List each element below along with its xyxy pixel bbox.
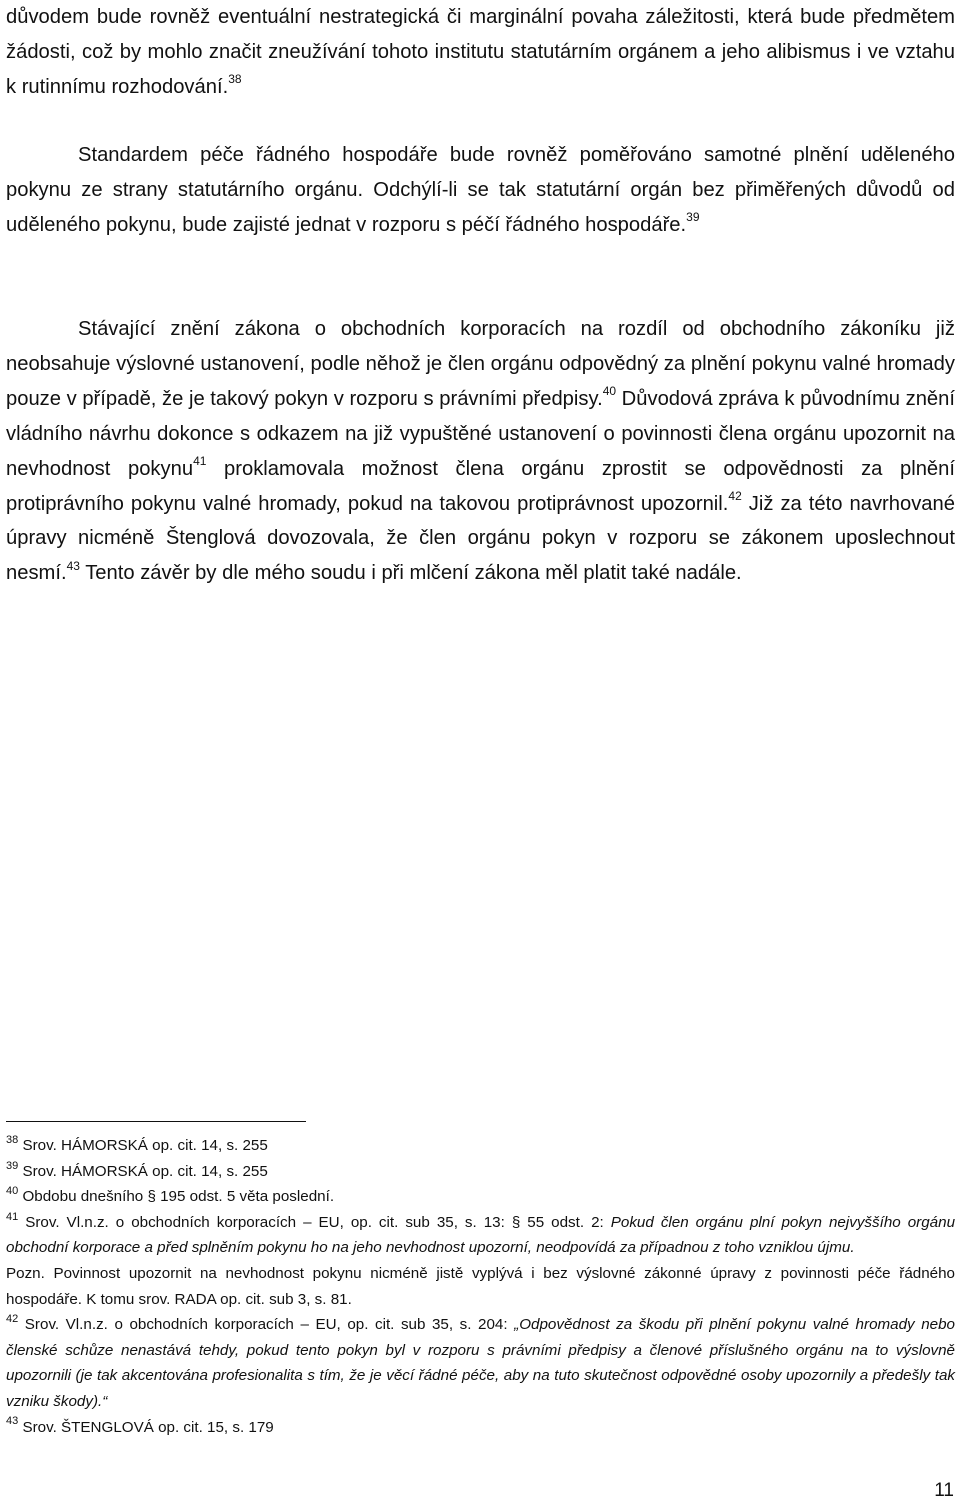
quoted-text: Pokud člen orgánu plní pokyn nejvyššího orgánu obchodní korporace a před splněním pokynu ho na jeho nevhodnost upozorní, neodpovídá za případnou z toho vzniklou újmu. xyxy=(6,1213,956,1257)
body-paragraph-1 xyxy=(6,0,955,105)
footnote-number: 38 xyxy=(6,1133,19,1146)
text-run: Srov. ŠTENGLOVÁ op. cit. 15, s. 179 xyxy=(18,1418,274,1436)
text-run: Již za této navrhované úpravy nicméně Štenglová dovozovala, že člen orgánu pokyn v rozporu se zákonem uposlechnout nesmí. xyxy=(6,492,955,585)
text-run: Obdobu dnešního § 195 odst. 5 věta poslední. xyxy=(18,1188,335,1206)
footnote-reference: 38 xyxy=(228,72,242,87)
text-run: Tento závěr by dle mého soudu i při mlčení zákona měl platit také nadále. xyxy=(79,562,742,585)
page-number: 11 xyxy=(934,1480,954,1501)
footnote xyxy=(6,1184,955,1210)
text-run: proklamovala možnost člena orgánu zprostit se odpovědnosti za plnění protiprávního pokynu valné hromady, pokud na takovou protiprávnost upozornil. xyxy=(6,457,955,515)
footnote-number: 42 xyxy=(6,1313,19,1326)
footnote-reference: 43 xyxy=(66,558,80,573)
text-run: Důvodová zpráva k původnímu znění vládního návrhu dokonce s odkazem na již vypuštěné ustanovení o povinnosti člena orgánu upozornit na nevhodnost pokynu xyxy=(6,387,955,480)
footnote-separator xyxy=(6,1121,306,1122)
footnote-reference: 41 xyxy=(193,453,207,468)
footnote-number: 41 xyxy=(6,1210,19,1223)
text-run: Stávající znění zákona o obchodních korporacích na rozdíl od obchodního zákoníku již neobsahuje výslovné ustanovení, podle něhož je člen orgánu odpovědný za plnění pokynu valné hromady pouze v případě, že je takový pokyn v rozporu s právními předpisy. xyxy=(6,318,955,410)
footnote xyxy=(6,1415,955,1441)
footnote xyxy=(6,1261,955,1312)
footnote-number: 40 xyxy=(6,1185,19,1198)
text-run: Srov. HÁMORSKÁ op. cit. 14, s. 255 xyxy=(18,1137,268,1154)
footnote-reference: 40 xyxy=(602,384,617,399)
text-run: Srov. Vl.n.z. o obchodních korporacích – EU, op. cit. sub 35, s. 13: § 55 odst. 2: xyxy=(18,1213,611,1231)
body-paragraph-3 xyxy=(6,312,955,591)
footnote xyxy=(6,1210,955,1261)
footnote xyxy=(6,1133,955,1159)
text-run: Srov. Vl.n.z. o obchodních korporacích – EU, op. cit. sub 35, s. 204: xyxy=(18,1316,515,1334)
footnote xyxy=(6,1312,955,1414)
footnote-reference: 39 xyxy=(686,210,700,225)
text-run: Standardem péče řádného hospodáře bude rovněž poměřováno samotné plnění uděleného pokynu ze strany statutárního orgánu. Odchýlí-li se tak statutární orgán bez přiměřených důvodů od uděleného pokynu, bude zajisté jednat v rozporu s péčí řádného hospodáře. xyxy=(6,144,955,236)
footnote-number: 39 xyxy=(6,1159,19,1172)
footnote-number: 43 xyxy=(6,1415,19,1428)
text-run: důvodem bude rovněž eventuální nestrategická či marginální povaha záležitosti, která bude předmětem žádosti, což by mohlo značit zneužívání tohoto institutu statutárním orgánem a jeho alibismus i ve vztahu k rutinnímu rozhodování. xyxy=(6,6,955,98)
footnotes-section xyxy=(6,1133,955,1440)
footnote xyxy=(6,1159,955,1185)
footnote-reference: 42 xyxy=(728,488,742,503)
body-paragraph-2 xyxy=(6,138,955,243)
quoted-text: „Odpovědnost za škodu při plnění pokynu valné hromady nebo členské schůze nenastává tehdy, pokud tento pokyn byl v rozporu s právními předpisy a členové příslušného orgánu na to výslovně upozornili (je tak akcentována profesionalita s tím, že je věcí řádné péče, aby na tuto skutečnost odpovědné osoby upozornily a předešly tak vzniku škody).“ xyxy=(6,1316,955,1410)
text-run: Pozn. Povinnost upozornit na nevhodnost pokynu nicméně jistě vyplývá i bez výslovné zákonné úpravy z povinnosti péče řádného hospodáře. K tomu srov. RADA op. cit. sub 3, s. 81. xyxy=(6,1264,955,1308)
text-run: Srov. HÁMORSKÁ op. cit. 14, s. 255 xyxy=(18,1162,268,1180)
